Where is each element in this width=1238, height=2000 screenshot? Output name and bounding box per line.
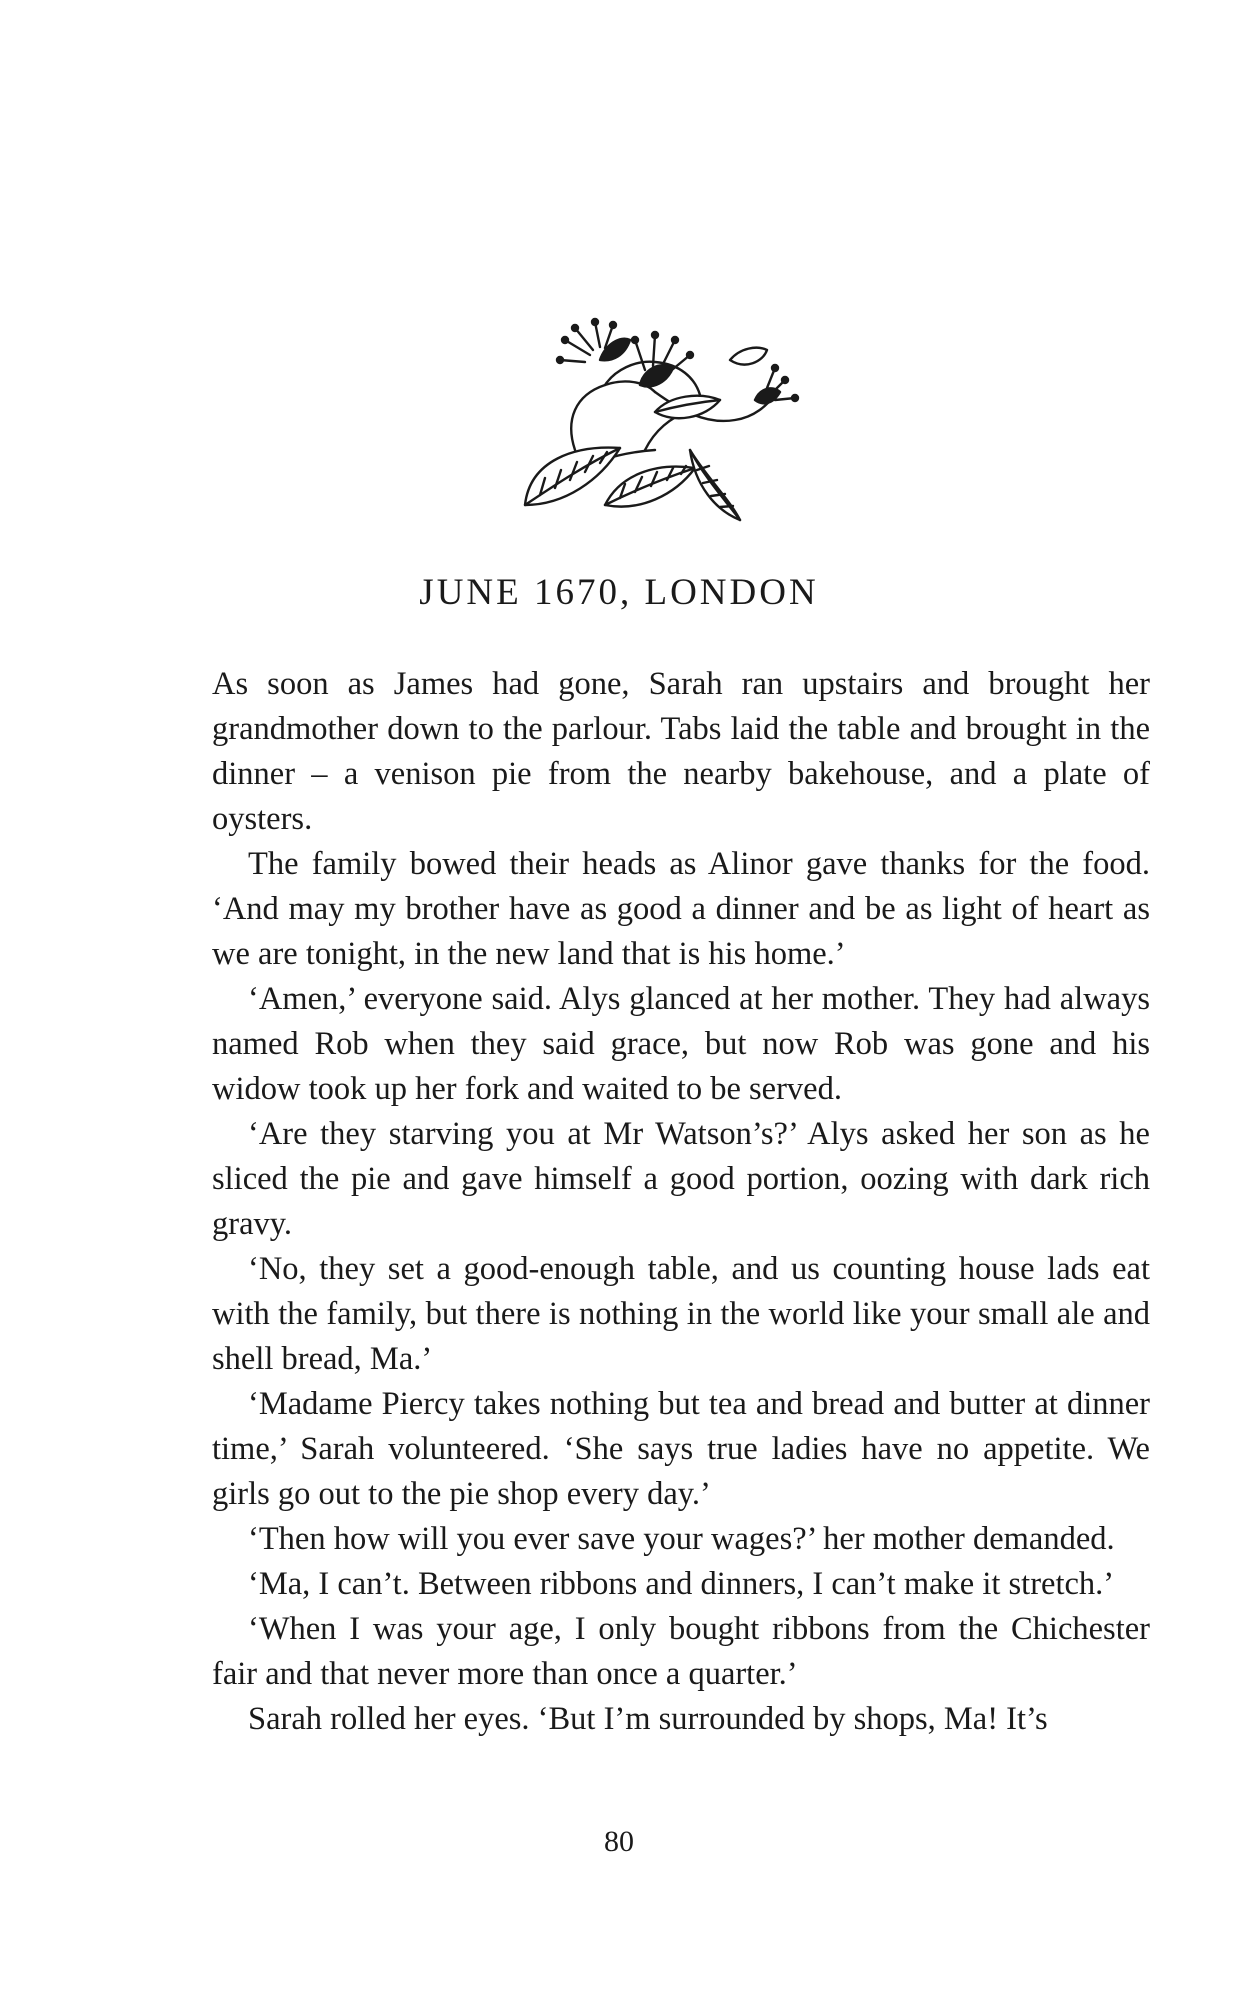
paragraph: ‘No, they set a good-enough table, and us counting house lads eat with the family, but there is nothing in the world like your small ale and shell bread, Ma.’ [212,1251,1150,1377]
paragraph: As soon as James had gone, Sarah ran upstairs and brought her grandmother down to the parlour. Tabs laid the table and brought in the dinner – a venison pie from the nearby bakehouse, and a plate of oysters. [212,666,1150,837]
paragraph: ‘Amen,’ everyone said. Alys glanced at her mother. They had always named Rob when they said grace, but now Rob was gone and his widow took up her fork and waited to be served. [212,981,1150,1107]
chapter-heading: JUNE 1670, LONDON [419,572,819,613]
paragraph: ‘Madame Piercy takes nothing but tea and bread and butter at dinner time,’ Sarah volunteered. ‘She says true ladies have no appetite. We girls go out to the pie shop every day.’ [212,1386,1150,1512]
honeysuckle-illustration-icon [505,300,800,540]
paragraph: The family bowed their heads as Alinor gave thanks for the food. ‘And may my brother have as good a dinner and be as light of heart as we are tonight, in the new land that is his home.’ [212,846,1150,972]
page-number: 80 [604,1825,634,1858]
paragraph: ‘Are they starving you at Mr Watson’s?’ Alys asked her son as he sliced the pie and gave himself a good portion, oozing with dark rich gravy. [212,1116,1150,1242]
paragraph: ‘Then how will you ever save your wages?’ her mother demanded. [248,1521,1115,1557]
paragraph: ‘Ma, I can’t. Between ribbons and dinners, I can’t make it stretch.’ [248,1566,1115,1602]
body-text [212,662,1150,1742]
paragraph: Sarah rolled her eyes. ‘But I’m surrounded by shops, Ma! It’s [248,1701,1048,1737]
paragraph: ‘When I was your age, I only bought ribbons from the Chichester fair and that never more than once a quarter.’ [212,1611,1150,1692]
